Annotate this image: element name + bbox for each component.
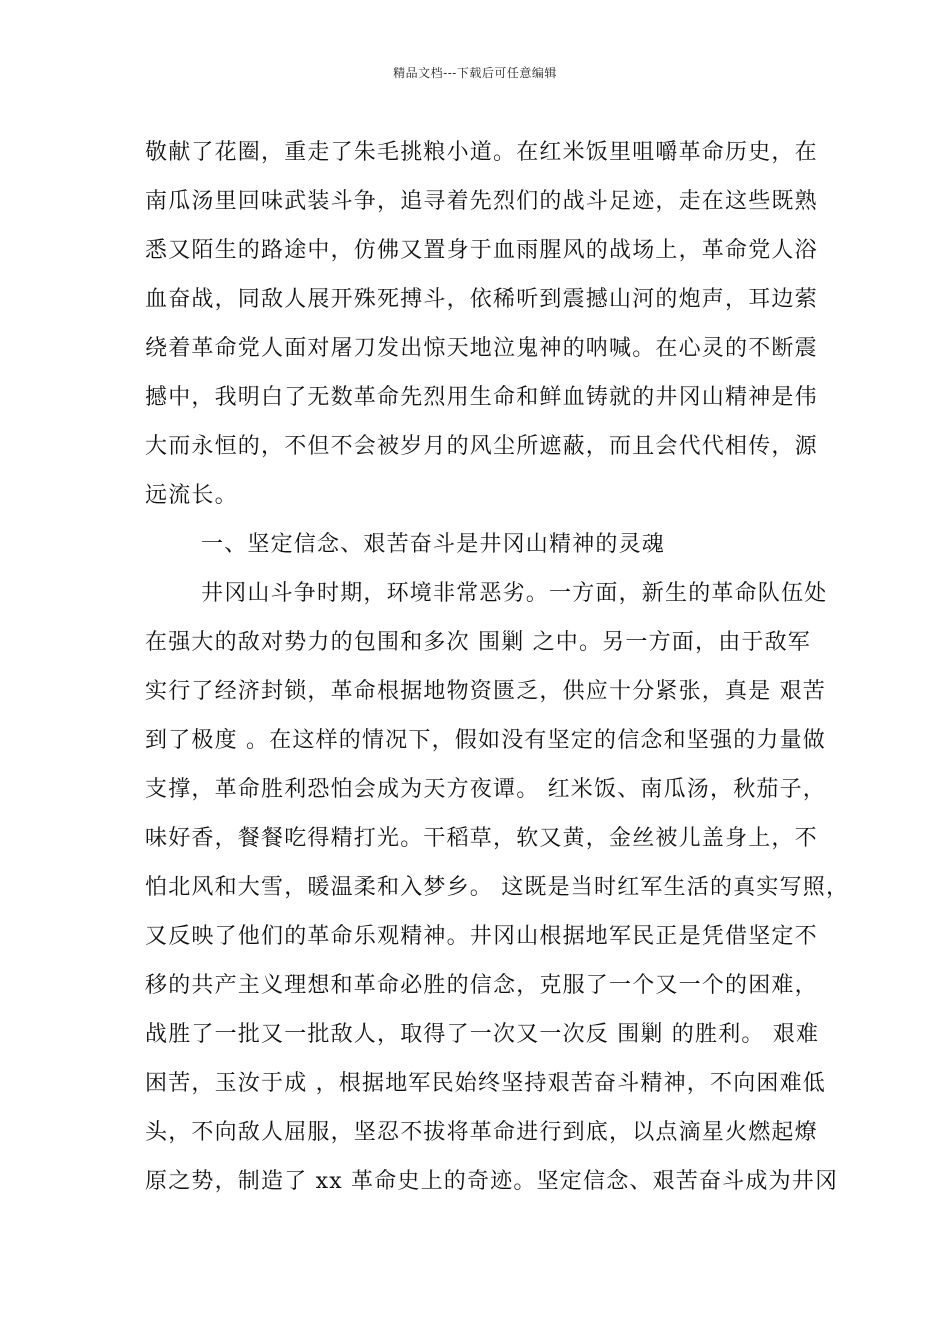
text-line: 大而永恒的，不但不会被岁月的风尘所遮蔽，而且会代代相传，源 [145, 434, 818, 459]
section-heading: 一、坚定信念、艰苦奋斗是井冈山精神的灵魂 [201, 532, 666, 557]
text-line: 困苦，玉汝于成 ，根据地军民始终坚持艰苦奋斗精神，不向困难低 [145, 1071, 826, 1096]
text-line: 绕着革命党人面对屠刀发出惊天地泣鬼神的呐喊。在心灵的不断震 [145, 336, 818, 361]
text-line: 到了极度 。在这样的情况下，假如没有坚定的信念和坚强的力量做 [145, 728, 826, 753]
text-line: 在强大的敌对势力的包围和多次 围剿 之中。另一方面，由于敌军 [145, 630, 811, 655]
text-line: 远流长。 [145, 483, 238, 508]
text-line: 血奋战，同敌人展开殊死搏斗，依稀听到震撼山河的炮声，耳边萦 [145, 287, 818, 312]
text-line: 支撑，革命胜利恐怕会成为天方夜谭。 红米饭、南瓜汤，秋茄子， [145, 777, 826, 802]
text-line: 悉又陌生的路途中，仿佛又置身于血雨腥风的战场上，革命党人浴 [145, 238, 818, 263]
text-line: 战胜了一批又一批敌人，取得了一次又一次反 围剿 的胜利。 艰难 [145, 1022, 820, 1047]
text-line: 南瓜汤里回味武装斗争，追寻着先烈们的战斗足迹，走在这些既熟 [145, 189, 818, 214]
page-header: 精品文档---下载后可任意编辑 [393, 66, 557, 80]
text-line: 原之势，制造了 xx 革命史上的奇迹。坚定信念、艰苦奋斗成为井冈 [145, 1169, 839, 1194]
text-line: 移的共产主义理想和革命必胜的信念，克服了一个又一个的困难， [145, 973, 818, 998]
text-line: 实行了经济封锁，革命根据地物资匮乏，供应十分紧张，真是 艰苦 [145, 679, 826, 704]
text-line: 味好香，餐餐吃得精打光。干稻草，软又黄，金丝被儿盖身上，不 [145, 826, 818, 851]
text-line: 怕北风和大雪，暖温柔和入梦乡。 这既是当时红军生活的真实写照， [145, 875, 850, 900]
text-line: 井冈山斗争时期，环境非常恶劣。一方面，新生的革命队伍处 [201, 581, 828, 606]
document-body [145, 128, 850, 1206]
text-line: 又反映了他们的革命乐观精神。井冈山根据地军民正是凭借坚定不 [145, 924, 818, 949]
text-line: 撼中，我明白了无数革命先烈用生命和鲜血铸就的井冈山精神是伟 [145, 385, 818, 410]
text-line: 敬献了花圈，重走了朱毛挑粮小道。在红米饭里咀嚼革命历史，在 [145, 140, 818, 165]
text-line: 头，不向敌人屈服，坚忍不拔将革命进行到底，以点滴星火燃起燎 [145, 1120, 818, 1145]
